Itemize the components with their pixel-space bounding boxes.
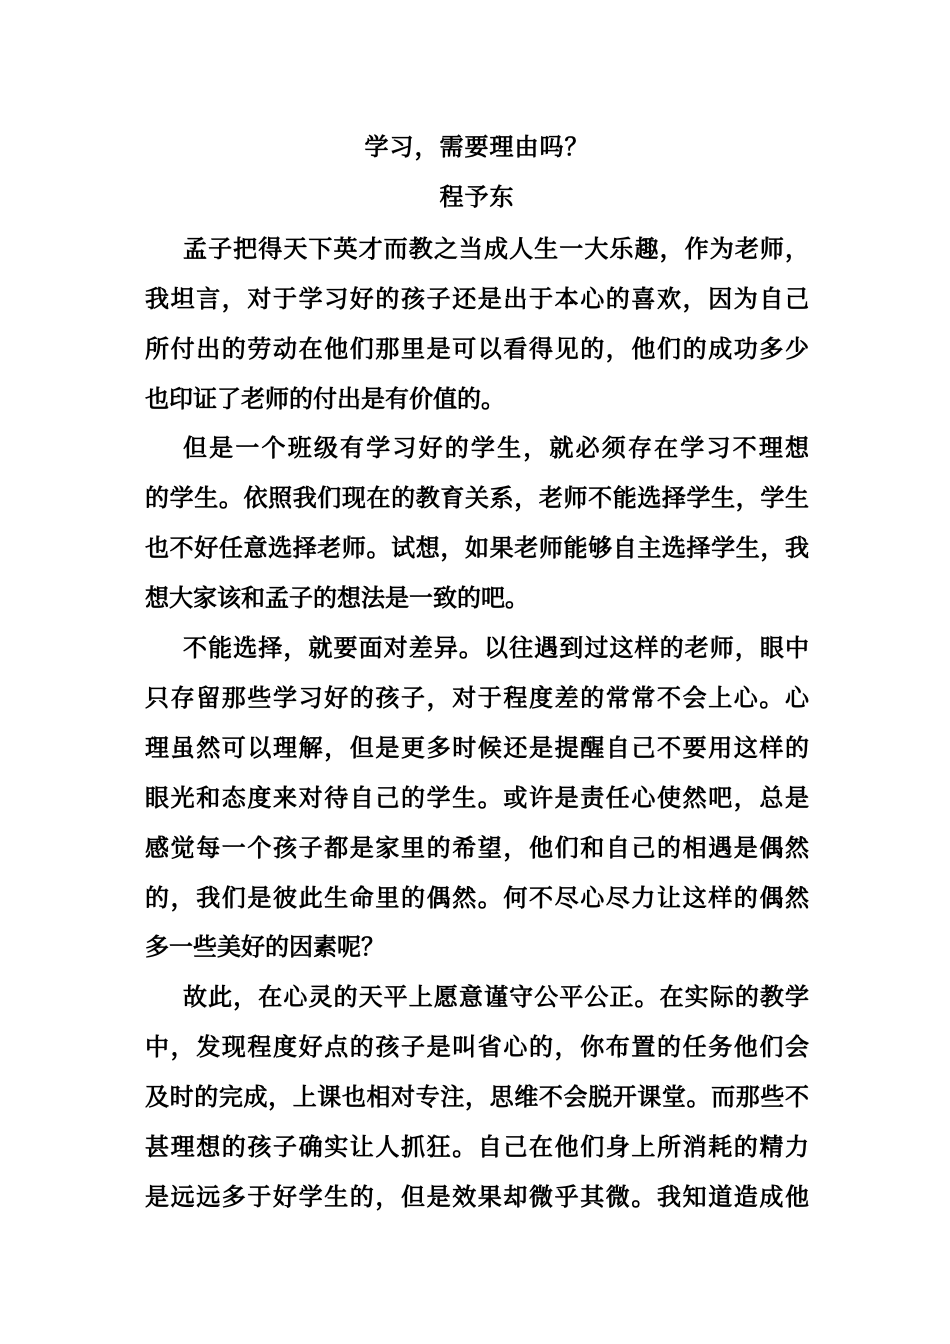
paragraph-line: 理虽然可以理解，但是更多时候还是提醒自己不要用这样的 bbox=[145, 733, 809, 762]
paragraph-line: 多一些美好的因素呢？ bbox=[145, 932, 385, 961]
paragraph-line: 眼光和态度来对待自己的学生。或许是责任心使然吧，总是 bbox=[145, 783, 809, 812]
paragraph-line: 是远远多于好学生的，但是效果却微乎其微。我知道造成他 bbox=[145, 1182, 809, 1211]
paragraph-line: 也不好任意选择老师。试想，如果老师能够自主选择学生，我 bbox=[145, 533, 809, 562]
paragraph-line: 感觉每一个孩子都是家里的希望，他们和自己的相遇是偶然 bbox=[145, 833, 809, 862]
paragraph-line: 故此，在心灵的天平上愿意谨守公平公正。在实际的教学 bbox=[183, 982, 809, 1011]
paragraph-line: 中，发现程度好点的孩子是叫省心的，你布置的任务他们会 bbox=[145, 1032, 809, 1061]
document-title: 学习，需要理由吗？ bbox=[364, 132, 590, 161]
paragraph-line: 想大家该和孟子的想法是一致的吧。 bbox=[145, 583, 529, 612]
paragraph-line: 及时的完成，上课也相对专注，思维不会脱开课堂。而那些不 bbox=[145, 1082, 809, 1111]
paragraph-line: 甚理想的孩子确实让人抓狂。自己在他们身上所消耗的精力 bbox=[145, 1132, 809, 1161]
document-author: 程予东 bbox=[439, 182, 515, 211]
paragraph-line: 孟子把得天下英才而教之当成人生一大乐趣，作为老师， bbox=[183, 234, 809, 263]
paragraph-line: 的学生。依照我们现在的教育关系，老师不能选择学生，学生 bbox=[145, 483, 809, 512]
paragraph-line: 但是一个班级有学习好的学生，就必须存在学习不理想 bbox=[183, 433, 809, 462]
paragraph-line: 我坦言，对于学习好的孩子还是出于本心的喜欢，因为自己 bbox=[145, 284, 809, 313]
paragraph-line: 所付出的劳动在他们那里是可以看得见的，他们的成功多少 bbox=[145, 334, 809, 363]
paragraph-line: 的，我们是彼此生命里的偶然。何不尽心尽力让这样的偶然 bbox=[145, 883, 809, 912]
document-page bbox=[145, 0, 809, 1344]
paragraph-line: 不能选择，就要面对差异。以往遇到过这样的老师，眼中 bbox=[183, 633, 809, 662]
paragraph-line: 只存留那些学习好的孩子，对于程度差的常常不会上心。心 bbox=[145, 683, 809, 712]
paragraph-line: 也印证了老师的付出是有价值的。 bbox=[145, 384, 505, 413]
